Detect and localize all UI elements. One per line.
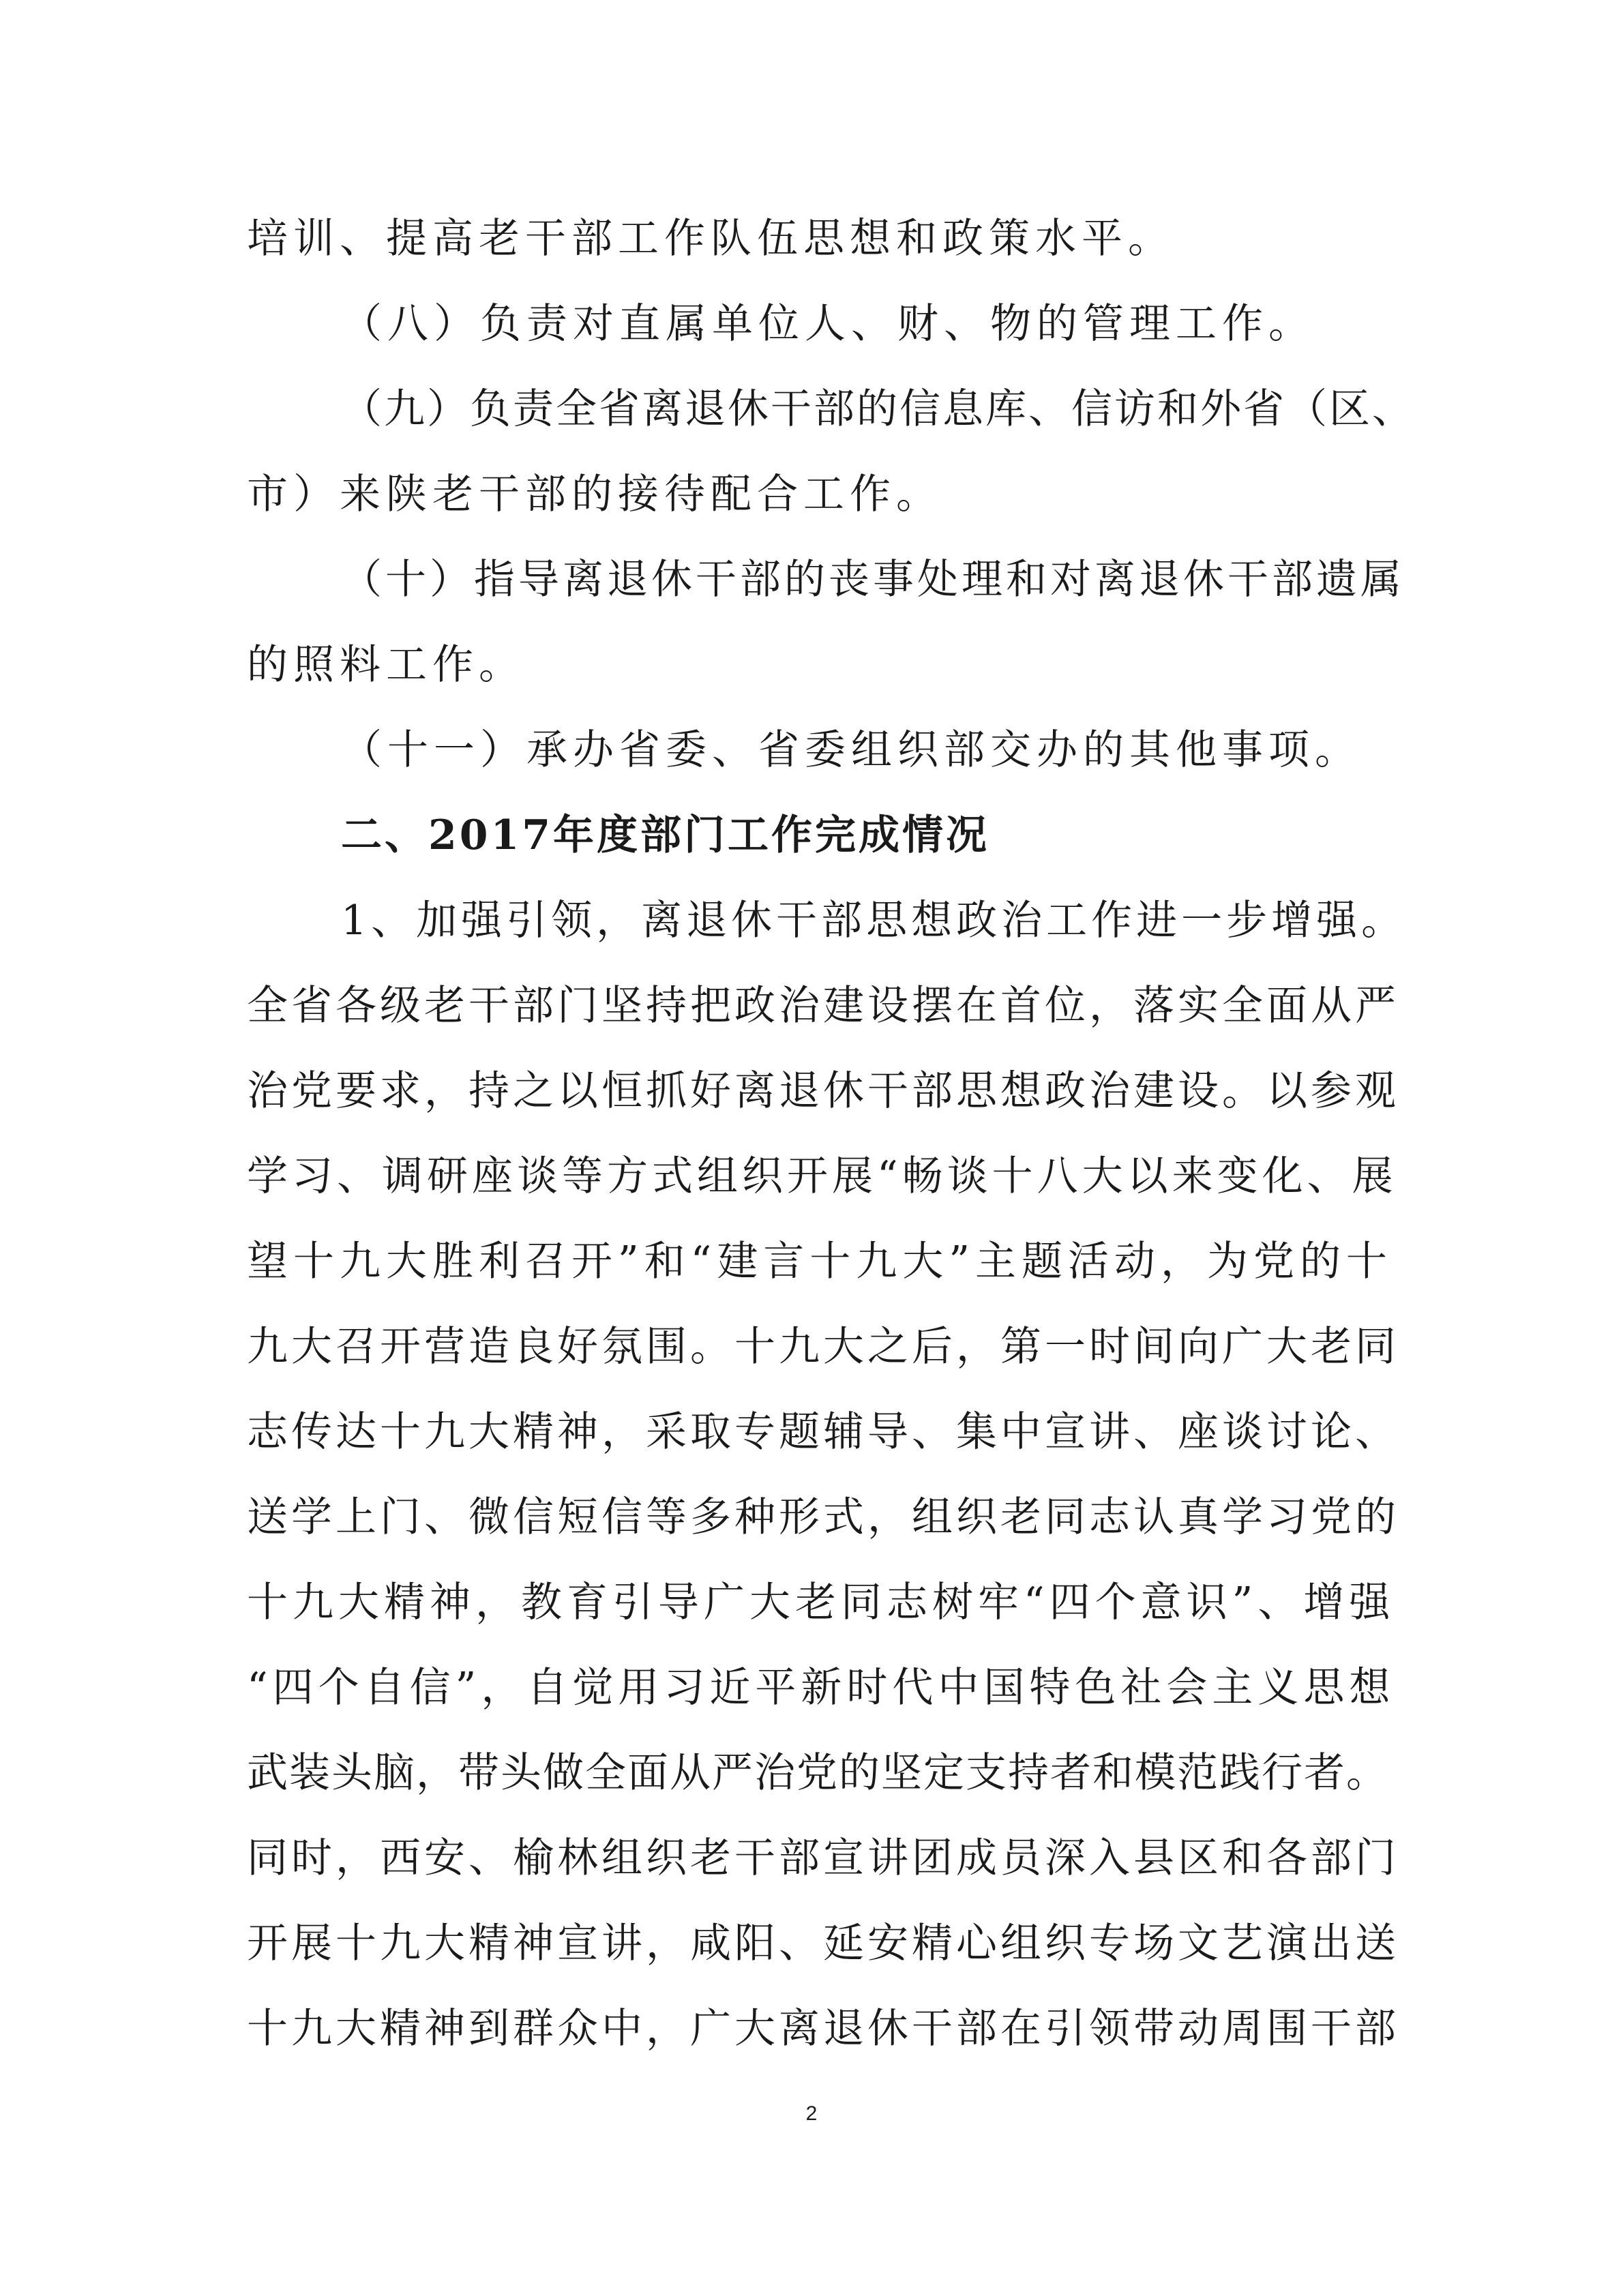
paragraph-1-line-10: “四个自信”，自觉用习近平新时代中国特色社会主义思想 bbox=[247, 1664, 1395, 1712]
paragraph-1-line-6: 九大召开营造良好氛围。十九大之后，第一时间向广大老同 bbox=[247, 1323, 1399, 1371]
paragraph-1-line-4: 学习、调研座谈等方式组织开展“畅谈十八大以来变化、展 bbox=[247, 1152, 1397, 1200]
section-heading: 二、2017年度部门工作完成情况 bbox=[341, 811, 989, 859]
paragraph-1-line-2: 全省各级老干部门坚持把政治建设摆在首位，落实全面从严 bbox=[247, 982, 1399, 1030]
paragraph-1-line-5: 望十九大胜利召开”和“建言十九大”主题活动，为党的十 bbox=[247, 1238, 1393, 1285]
list-item-8: （八）负责对直属单位人、财、物的管理工作。 bbox=[341, 300, 1315, 348]
list-item-11: （十一）承办省委、省委组织部交办的其他事项。 bbox=[341, 726, 1361, 774]
list-item-9-line-1: （九）负责全省离退休干部的信息库、信访和外省（区、 bbox=[341, 385, 1415, 433]
paragraph-1-line-12: 同时，西安、榆林组织老干部宣讲团成员深入县区和各部门 bbox=[247, 1834, 1399, 1882]
list-item-9-line-2: 市）来陕老干部的接待配合工作。 bbox=[247, 471, 942, 518]
body-line-1: 培训、提高老干部工作队伍思想和政策水平。 bbox=[247, 215, 1174, 263]
paragraph-1-line-8: 送学上门、微信短信等多种形式，组织老同志认真学习党的 bbox=[247, 1493, 1399, 1541]
paragraph-1-line-3: 治党要求，持之以恒抓好离退休干部思想政治建设。以参观 bbox=[247, 1067, 1399, 1115]
paragraph-1-line-13: 开展十九大精神宣讲，咸阳、延安精心组织专场文艺演出送 bbox=[247, 1920, 1399, 1967]
list-item-10-line-2: 的照料工作。 bbox=[247, 641, 525, 689]
paragraph-1-line-14: 十九大精神到群众中，广大离退休干部在引领带动周围干部 bbox=[247, 2005, 1399, 2053]
list-item-10-line-1: （十）指导离退休干部的丧事处理和对离退休干部遗属 bbox=[341, 556, 1405, 603]
paragraph-1-line-7: 志传达十九大精神，采取专题辅导、集中宣讲、座谈讨论、 bbox=[247, 1408, 1399, 1456]
paragraph-1-line-9: 十九大精神，教育引导广大老同志树牢“四个意识”、增强 bbox=[247, 1579, 1395, 1626]
paragraph-1-line-11: 武装头脑，带头做全面从严治党的坚定支持者和模范践行者。 bbox=[247, 1749, 1388, 1797]
page-number: 2 bbox=[805, 2102, 818, 2125]
paragraph-1-line-1: 1、加强引领，离退休干部思想政治工作进一步增强。 bbox=[341, 897, 1407, 944]
